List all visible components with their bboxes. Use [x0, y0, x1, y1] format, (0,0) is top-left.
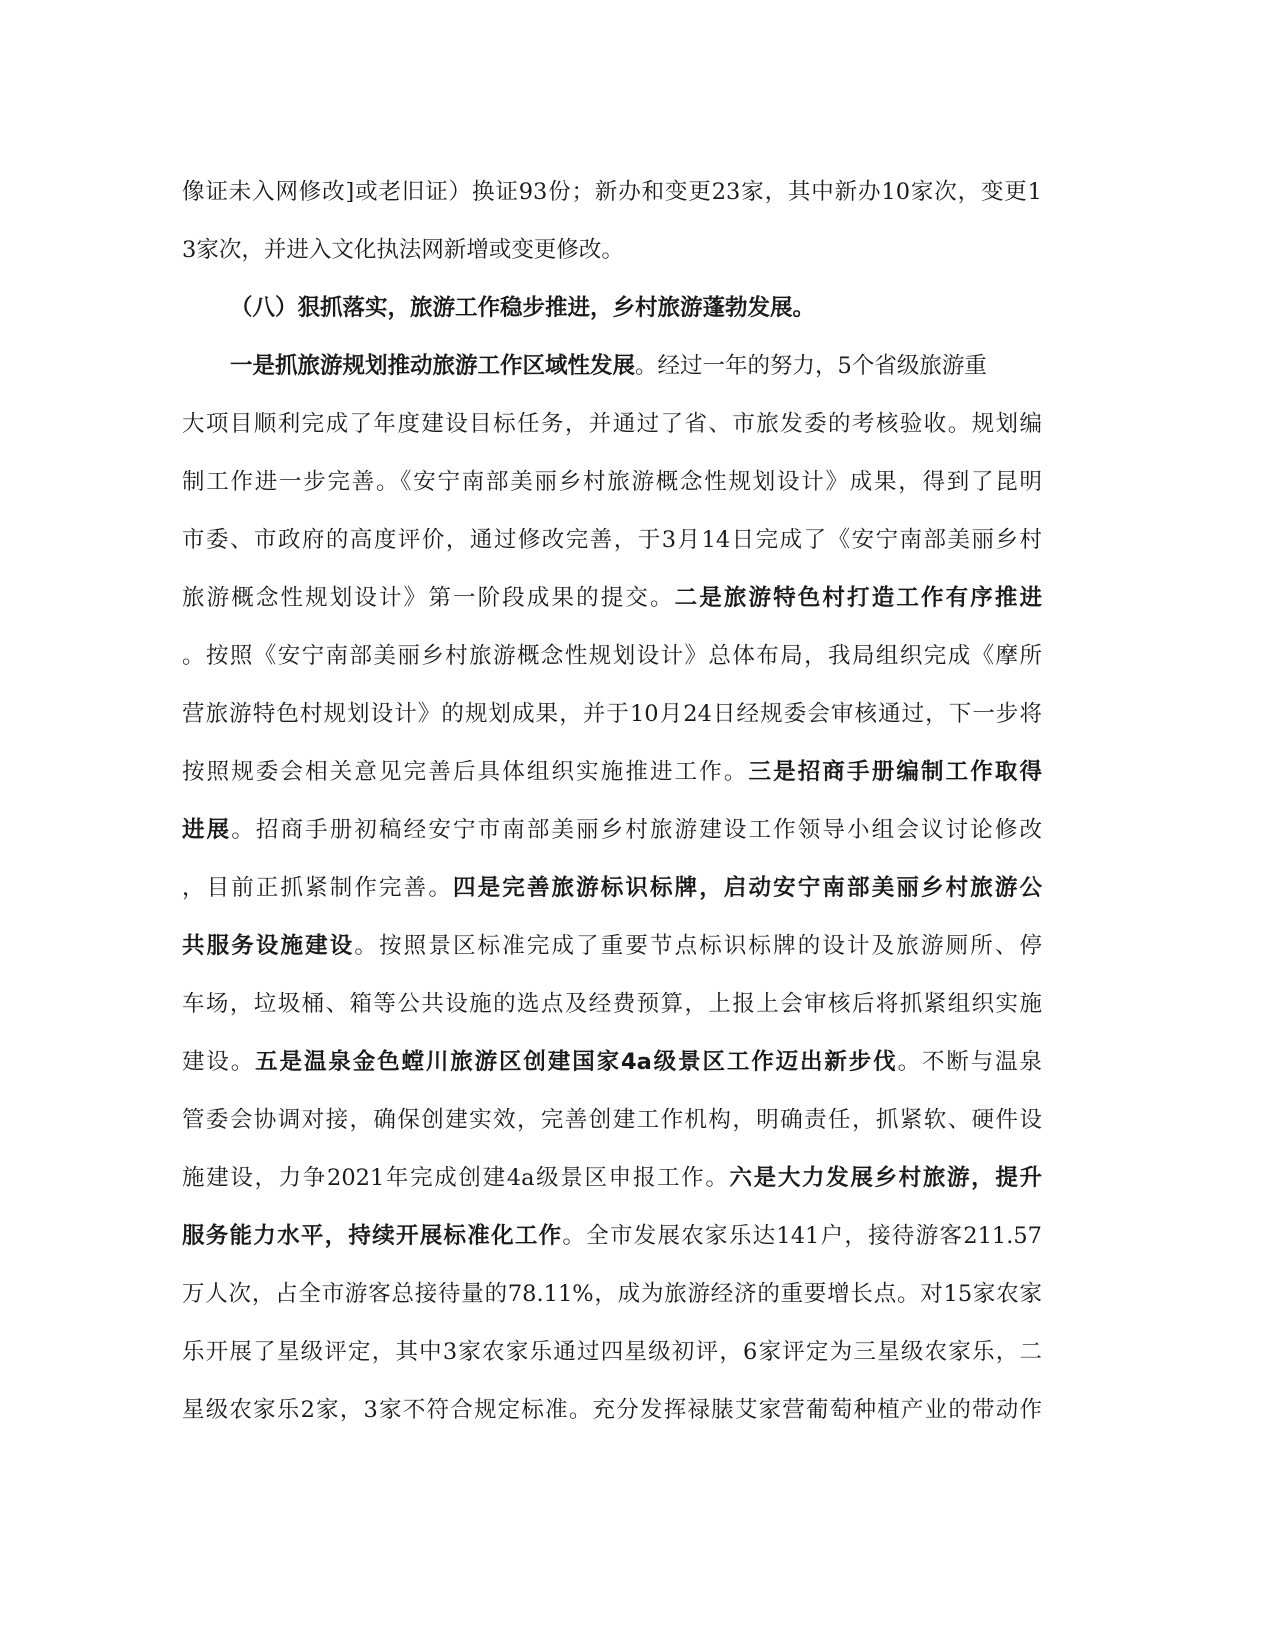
bold-text-segment: 三是招商手册编制工作取得 [748, 759, 1042, 785]
text-line [182, 1033, 1042, 1091]
text-segment: 。招商手册初稿经安宁市南部美丽乡村旅游建设工作领导小组会议讨论修改 [231, 817, 1042, 843]
text-line [182, 1091, 1042, 1149]
text-segment: ，目前正抓紧制作完善。 [182, 875, 453, 901]
text-segment: 。不断与温泉 [897, 1049, 1042, 1075]
text-segment: 乐开展了星级评定，其中3家农家乐通过四星级初评，6家评定为三星级农家乐，二 [182, 1339, 1042, 1365]
text-line [182, 453, 1042, 511]
text-segment: 。按照景区标准完成了重要节点标识标牌的设计及旅游厕所、停 [354, 933, 1042, 959]
text-line [182, 511, 1042, 569]
text-segment: 大项目顺利完成了年度建设目标任务，并通过了省、市旅发委的考核验收。规划编 [182, 411, 1042, 437]
text-line [182, 221, 1042, 279]
text-line [182, 1265, 1042, 1323]
text-line [182, 1323, 1042, 1381]
text-segment: 3家次，并进入文化执法网新增或变更修改。 [182, 237, 624, 263]
bold-text-segment: 共服务设施建设 [182, 933, 355, 959]
text-line [182, 685, 1042, 743]
text-line [182, 1381, 1042, 1439]
text-segment: 按照规委会相关意见完善后具体组织实施推进工作。 [182, 759, 749, 785]
text-line [182, 917, 1042, 975]
text-segment: 营旅游特色村规划设计》的规划成果，并于10月24日经规委会审核通过，下一步将 [182, 701, 1042, 727]
text-line [182, 975, 1042, 1033]
text-segment: 万人次，占全市游客总接待量的78.11%，成为旅游经济的重要增长点。对15家农家 [182, 1281, 1042, 1307]
bold-text-segment: 五是温泉金色螳川旅游区创建国家4a级景区工作迈出新步伐 [255, 1049, 898, 1075]
text-line [182, 163, 1042, 221]
text-line [182, 627, 1042, 685]
text-segment: 制工作进一步完善。《安宁南部美丽乡村旅游概念性规划设计》成果，得到了昆明 [182, 469, 1042, 495]
text-segment: 像证未入网修改]或老旧证）换证93份；新办和变更23家，其中新办10家次，变更1 [182, 179, 1042, 205]
text-segment: 管委会协调对接，确保创建实效，完善创建工作机构，明确责任，抓紧软、硬件设 [182, 1107, 1042, 1133]
text-segment: 。全市发展农家乐达141户，接待游客211.57 [562, 1223, 1042, 1249]
text-segment: 星级农家乐2家，3家不符合规定标准。充分发挥禄脿艾家营葡萄种植产业的带动作 [182, 1397, 1042, 1423]
bold-text-segment: （八）狠抓落实，旅游工作稳步推进，乡村旅游蓬勃发展。 [230, 295, 816, 321]
text-line [182, 279, 1042, 337]
text-line [182, 801, 1042, 859]
bold-text-segment: 一是抓旅游规划推动旅游工作区域性发展 [230, 353, 636, 379]
text-line [182, 743, 1042, 801]
bold-text-segment: 进展 [182, 817, 232, 843]
text-line [182, 859, 1042, 917]
bold-text-segment: 六是大力发展乡村旅游，提升 [729, 1165, 1042, 1191]
text-segment: 。按照《安宁南部美丽乡村旅游概念性规划设计》总体布局，我局组织完成《摩所 [182, 643, 1042, 669]
text-segment: 旅游概念性规划设计》第一阶段成果的提交。 [182, 585, 675, 611]
text-line [182, 395, 1042, 453]
text-line [182, 337, 1042, 395]
bold-text-segment: 服务能力水平，持续开展标准化工作 [182, 1223, 563, 1249]
text-line [182, 1207, 1042, 1265]
text-segment: 施建设，力争2021年完成创建4a级景区申报工作。 [182, 1165, 730, 1191]
bold-text-segment: 四是完善旅游标识标牌，启动安宁南部美丽乡村旅游公 [452, 875, 1042, 901]
text-line [182, 1149, 1042, 1207]
bold-text-segment: 二是旅游特色村打造工作有序推进 [674, 585, 1042, 611]
text-segment: 市委、市政府的高度评价，通过修改完善，于3月14日完成了《安宁南部美丽乡村 [182, 527, 1042, 553]
text-segment: 。经过一年的努力，5个省级旅游重 [635, 353, 987, 379]
text-segment: 建设。 [182, 1049, 256, 1075]
document-body [182, 163, 1042, 1439]
text-segment: 车场，垃圾桶、箱等公共设施的选点及经费预算，上报上会审核后将抓紧组织实施 [182, 991, 1042, 1017]
text-line [182, 569, 1042, 627]
